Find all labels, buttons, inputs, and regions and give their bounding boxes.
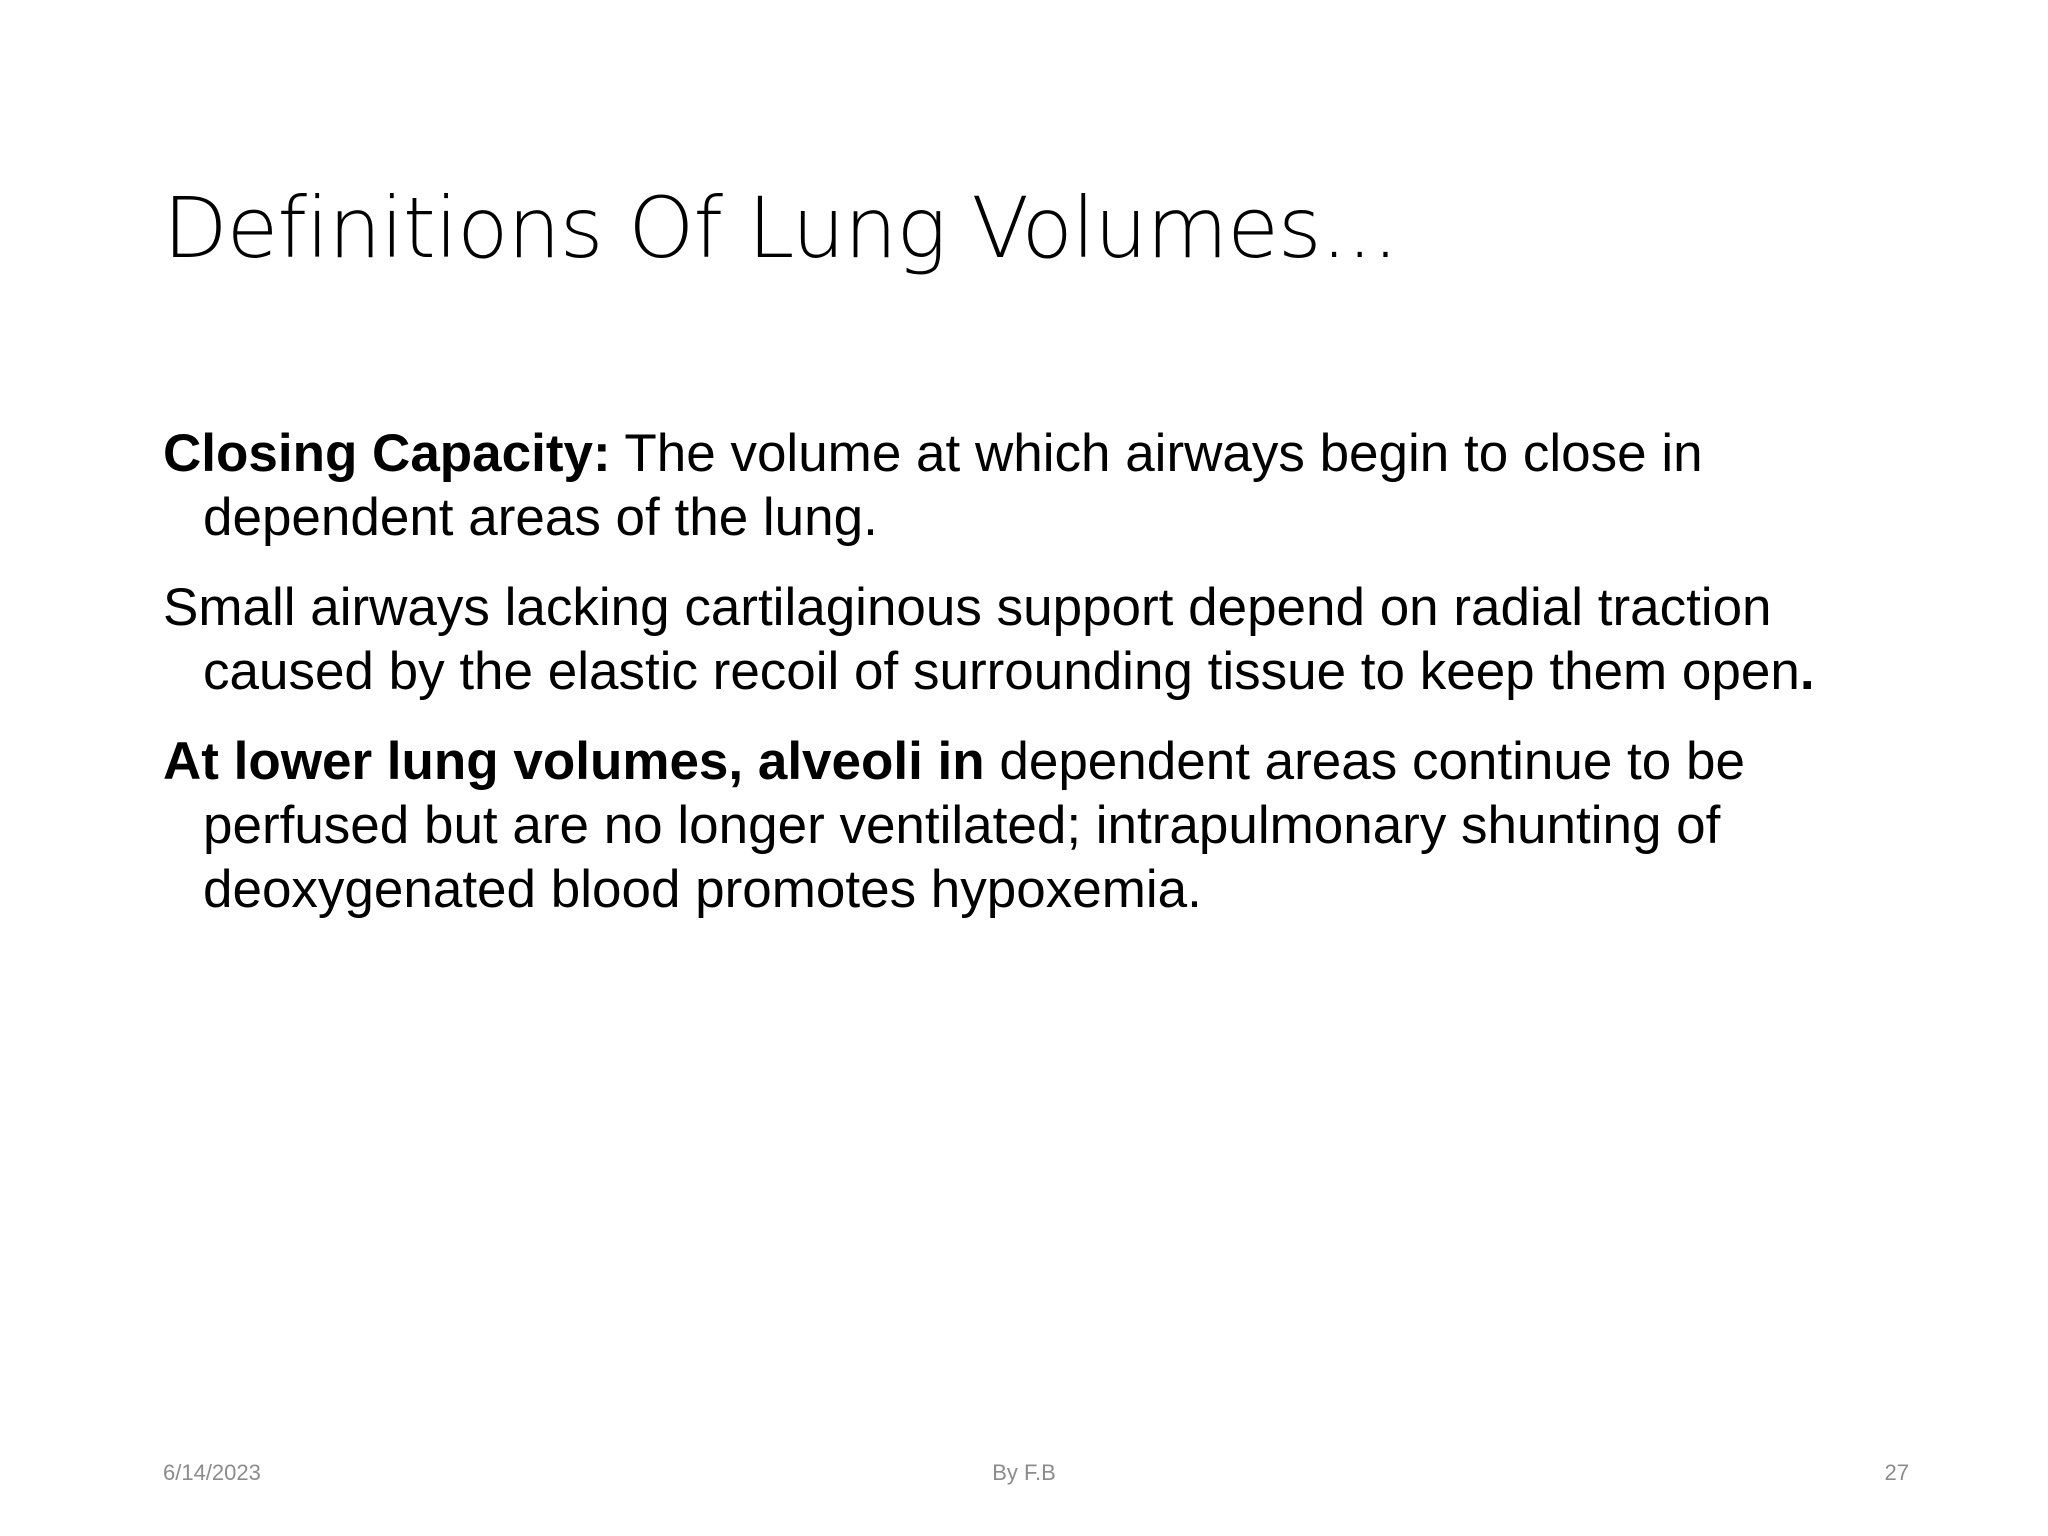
bold-period: . — [1799, 642, 1815, 701]
footer-author: By F.B — [992, 1460, 1056, 1485]
term-closing-capacity: Closing Capacity: — [163, 424, 611, 483]
paragraph-small-airways — [163, 576, 1903, 704]
text-lower-lung-volumes: dependent areas continue to be perfused but are no longer ventilated; intrapulmonary shunting of deoxygenated blood promotes hypoxemia. — [203, 732, 1745, 919]
definition-closing-capacity: The volume at which airways begin to close in dependent areas of the lung. — [203, 424, 1703, 547]
slide-title: Definitions Of Lung Volumes... — [163, 179, 1398, 277]
paragraph-closing-capacity — [163, 422, 1903, 550]
footer-page-number: 27 — [1884, 1460, 1909, 1485]
paragraph-lower-lung-volumes — [163, 730, 1903, 922]
term-lower-lung-volumes: At lower lung volumes, alveoli in — [163, 732, 985, 791]
slide-body — [163, 422, 1903, 948]
footer-date: 6/14/2023 — [163, 1460, 261, 1485]
text-small-airways: Small airways lacking cartilaginous support depend on radial traction caused by the elastic recoil of surrounding tissue to keep them open — [163, 578, 1800, 701]
